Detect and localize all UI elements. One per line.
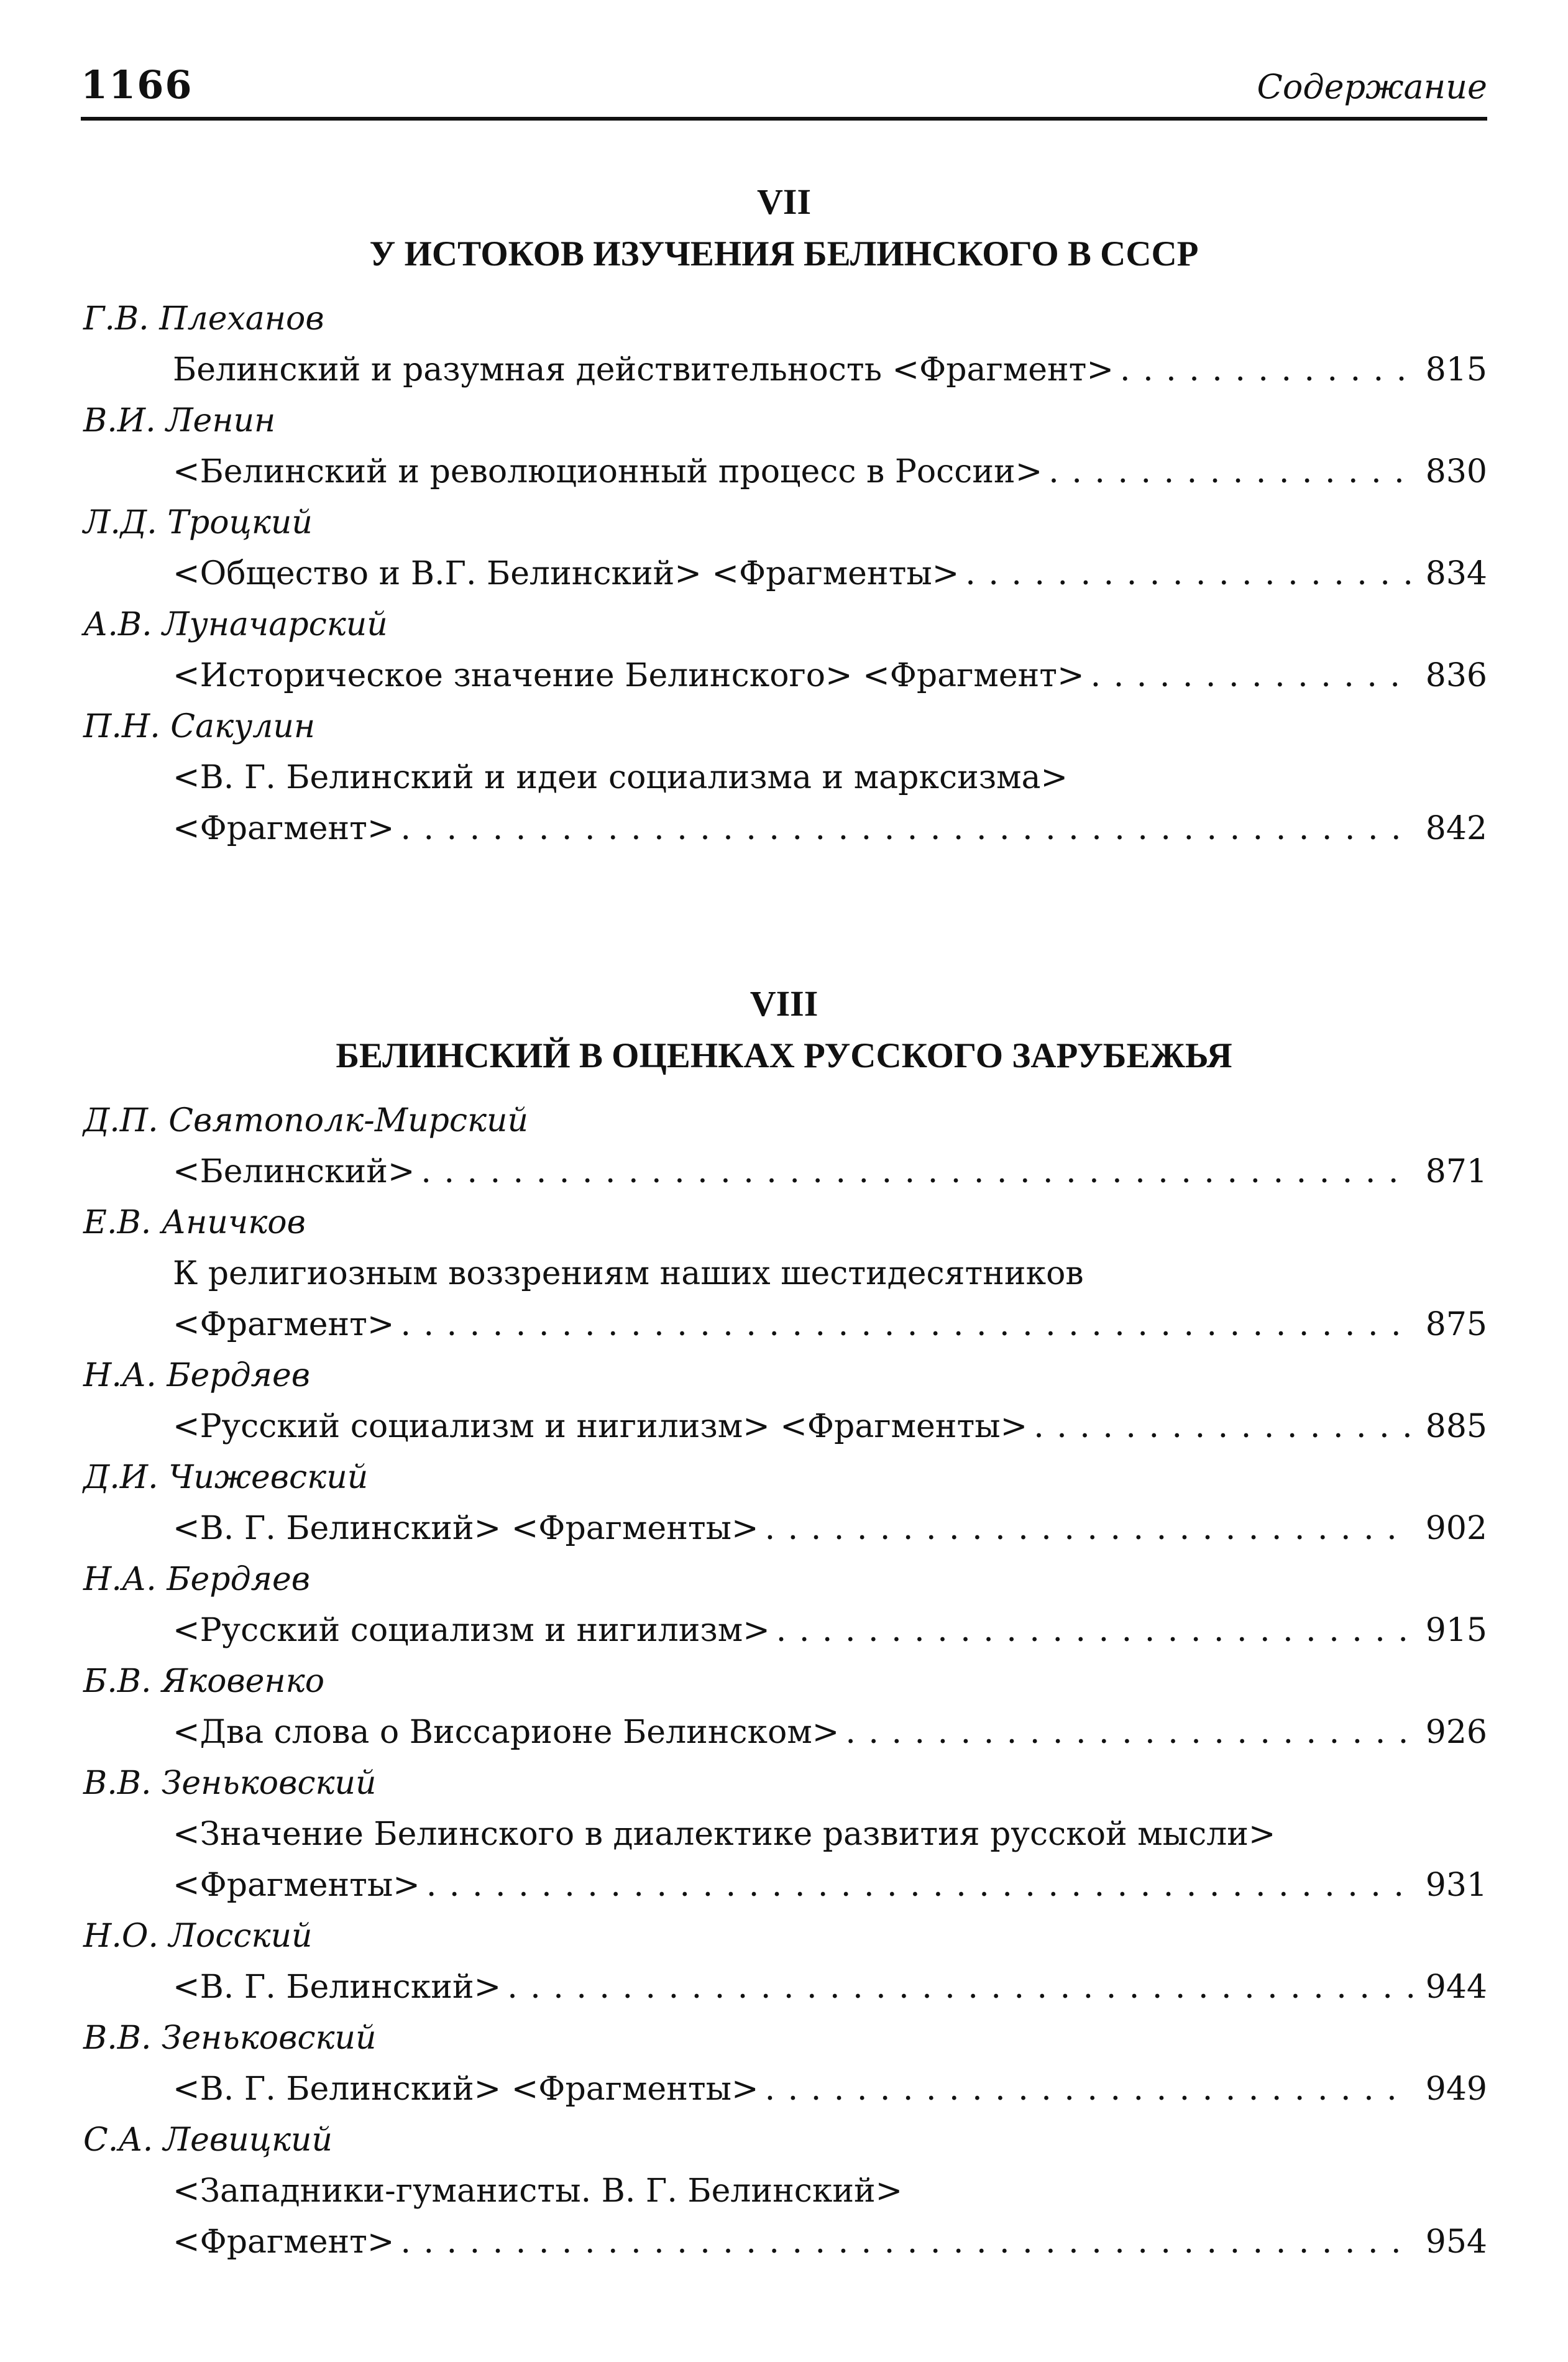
toc-entry bbox=[81, 497, 1487, 599]
entry-title: Белинский и разумная действительность <Фрагмент> bbox=[173, 351, 1114, 388]
entry-page-number: 926 bbox=[1425, 1714, 1487, 1751]
entry-title: <В. Г. Белинский> <Фрагменты> bbox=[173, 2070, 759, 2108]
toc-entries bbox=[81, 293, 1487, 854]
toc-entries bbox=[81, 1095, 1487, 2268]
dot-leader bbox=[776, 1605, 1413, 1656]
entry-title: <В. Г. Белинский и идеи социализма и марксизма> bbox=[173, 759, 1068, 796]
running-title: Содержание bbox=[1257, 67, 1487, 106]
dot-leader bbox=[1091, 650, 1413, 701]
entry-title-line-with-page bbox=[81, 1605, 1487, 1656]
dot-leader bbox=[400, 1299, 1413, 1350]
entry-page-number: 836 bbox=[1425, 657, 1487, 694]
entry-title-line bbox=[81, 752, 1487, 803]
section-vii bbox=[81, 180, 1487, 854]
section-title: У ИСТОКОВ ИЗУЧЕНИЯ БЕЛИНСКОГО В СССР bbox=[369, 234, 1199, 273]
entry-title-line bbox=[81, 2166, 1487, 2217]
toc-entry bbox=[81, 1758, 1487, 1911]
entry-author: С.А. Левицкий bbox=[83, 2121, 332, 2159]
entry-page-number: 902 bbox=[1425, 1510, 1487, 1547]
entry-page-number: 871 bbox=[1425, 1153, 1487, 1190]
entry-author: Б.В. Яковенко bbox=[83, 1663, 325, 1700]
entry-title-line-with-page bbox=[81, 1299, 1487, 1350]
section-numeral: VIII bbox=[750, 983, 818, 1024]
dot-leader bbox=[421, 1146, 1413, 1197]
entry-title-line-with-page bbox=[81, 803, 1487, 854]
entry-title: <В. Г. Белинский> <Фрагменты> bbox=[173, 1510, 759, 1547]
toc-entry bbox=[81, 1452, 1487, 1554]
entry-title-line-with-page bbox=[81, 1401, 1487, 1452]
entry-title-line-with-page bbox=[81, 446, 1487, 497]
toc-entry bbox=[81, 1350, 1487, 1452]
entry-page-number: 875 bbox=[1425, 1306, 1487, 1343]
entry-title: <В. Г. Белинский> bbox=[173, 1969, 502, 2006]
dot-leader bbox=[426, 1860, 1413, 1911]
entry-title: <Фрагмент> bbox=[173, 810, 395, 847]
dot-leader bbox=[1048, 446, 1413, 497]
entry-title-line-with-page bbox=[81, 1707, 1487, 1758]
entry-title: <Русский социализм и нигилизм> <Фрагменты> bbox=[173, 1408, 1028, 1445]
entry-title-line-with-page bbox=[81, 344, 1487, 395]
entry-author: Е.В. Аничков bbox=[83, 1204, 306, 1241]
entry-title-line-with-page bbox=[81, 1860, 1487, 1911]
entry-page-number: 944 bbox=[1425, 1969, 1487, 2006]
entry-title-line-with-page bbox=[81, 2217, 1487, 2268]
section-viii bbox=[81, 982, 1487, 2268]
dot-leader bbox=[507, 1962, 1413, 2013]
entry-page-number: 834 bbox=[1425, 555, 1487, 592]
toc-entry bbox=[81, 1656, 1487, 1758]
entry-author: Д.П. Святополк-Мирский bbox=[83, 1102, 529, 1139]
entry-title-line-with-page bbox=[81, 2064, 1487, 2115]
dot-leader bbox=[400, 803, 1413, 854]
entry-title-line bbox=[81, 1248, 1487, 1299]
entry-author: В.И. Ленин bbox=[83, 402, 276, 439]
entry-author: В.В. Зеньковский bbox=[83, 2020, 377, 2057]
entry-page-number: 949 bbox=[1425, 2070, 1487, 2108]
entry-title: К религиозным воззрениям наших шестидесятников bbox=[173, 1255, 1084, 1292]
entry-title: <Фрагмент> bbox=[173, 2223, 395, 2261]
entry-author: Н.А. Бердяев bbox=[83, 1561, 311, 1598]
entry-author: П.Н. Сакулин bbox=[83, 708, 316, 745]
entry-title-line-with-page bbox=[81, 1503, 1487, 1554]
dot-leader bbox=[400, 2217, 1413, 2268]
entry-author: Г.В. Плеханов bbox=[83, 300, 324, 338]
entry-author: В.В. Зеньковский bbox=[83, 1765, 377, 1802]
entry-title-line bbox=[81, 1809, 1487, 1860]
dot-leader bbox=[765, 1503, 1413, 1554]
toc-entry bbox=[81, 395, 1487, 497]
entry-author: Д.И. Чижевский bbox=[83, 1459, 369, 1496]
entry-title: <Значение Белинского в диалектике развития русской мысли> bbox=[173, 1816, 1276, 1853]
section-title: БЕЛИНСКИЙ В ОЦЕНКАХ РУССКОГО ЗАРУБЕЖЬЯ bbox=[336, 1036, 1232, 1075]
toc-entry bbox=[81, 1911, 1487, 2013]
entry-title: <Западники-гуманисты. В. Г. Белинский> bbox=[173, 2172, 903, 2210]
dot-leader bbox=[1120, 344, 1413, 395]
entry-title: <Белинский и революционный процесс в России> bbox=[173, 453, 1043, 490]
entry-page-number: 815 bbox=[1425, 351, 1487, 388]
entry-page-number: 915 bbox=[1425, 1612, 1487, 1649]
toc-entry bbox=[81, 2013, 1487, 2115]
dot-leader bbox=[965, 548, 1413, 599]
entry-title-line-with-page bbox=[81, 1146, 1487, 1197]
entry-page-number: 931 bbox=[1425, 1867, 1487, 1904]
toc-entry bbox=[81, 1554, 1487, 1656]
entry-title: <Два слова о Виссарионе Белинском> bbox=[173, 1714, 840, 1751]
entry-page-number: 885 bbox=[1425, 1408, 1487, 1445]
dot-leader bbox=[765, 2064, 1413, 2115]
toc-entry bbox=[81, 293, 1487, 395]
toc-entry bbox=[81, 701, 1487, 854]
dot-leader bbox=[845, 1707, 1413, 1758]
header-rule bbox=[81, 117, 1487, 121]
page-number: 1166 bbox=[81, 62, 193, 108]
dot-leader bbox=[1034, 1401, 1413, 1452]
toc-entry bbox=[81, 2115, 1487, 2268]
entry-title: <Историческое значение Белинского> <Фрагмент> bbox=[173, 657, 1084, 694]
entry-title: <Фрагменты> bbox=[173, 1867, 420, 1904]
entry-title: <Фрагмент> bbox=[173, 1306, 395, 1343]
toc-entry bbox=[81, 599, 1487, 701]
toc-entry bbox=[81, 1197, 1487, 1350]
entry-title-line-with-page bbox=[81, 548, 1487, 599]
entry-title-line-with-page bbox=[81, 1962, 1487, 2013]
entry-title: <Общество и В.Г. Белинский> <Фрагменты> bbox=[173, 555, 960, 592]
toc-entry bbox=[81, 1095, 1487, 1197]
entry-title: <Белинский> bbox=[173, 1153, 415, 1190]
entry-author: Л.Д. Троцкий bbox=[83, 504, 313, 541]
entry-title: <Русский социализм и нигилизм> bbox=[173, 1612, 770, 1649]
page-header bbox=[81, 62, 1487, 124]
entry-page-number: 842 bbox=[1425, 810, 1487, 847]
entry-title-line-with-page bbox=[81, 650, 1487, 701]
section-numeral: VII bbox=[756, 182, 812, 222]
entry-author: А.В. Луначарский bbox=[83, 606, 388, 643]
entry-author: Н.О. Лосский bbox=[83, 1918, 313, 1955]
entry-page-number: 830 bbox=[1425, 453, 1487, 490]
entry-page-number: 954 bbox=[1425, 2223, 1487, 2261]
entry-author: Н.А. Бердяев bbox=[83, 1357, 311, 1394]
